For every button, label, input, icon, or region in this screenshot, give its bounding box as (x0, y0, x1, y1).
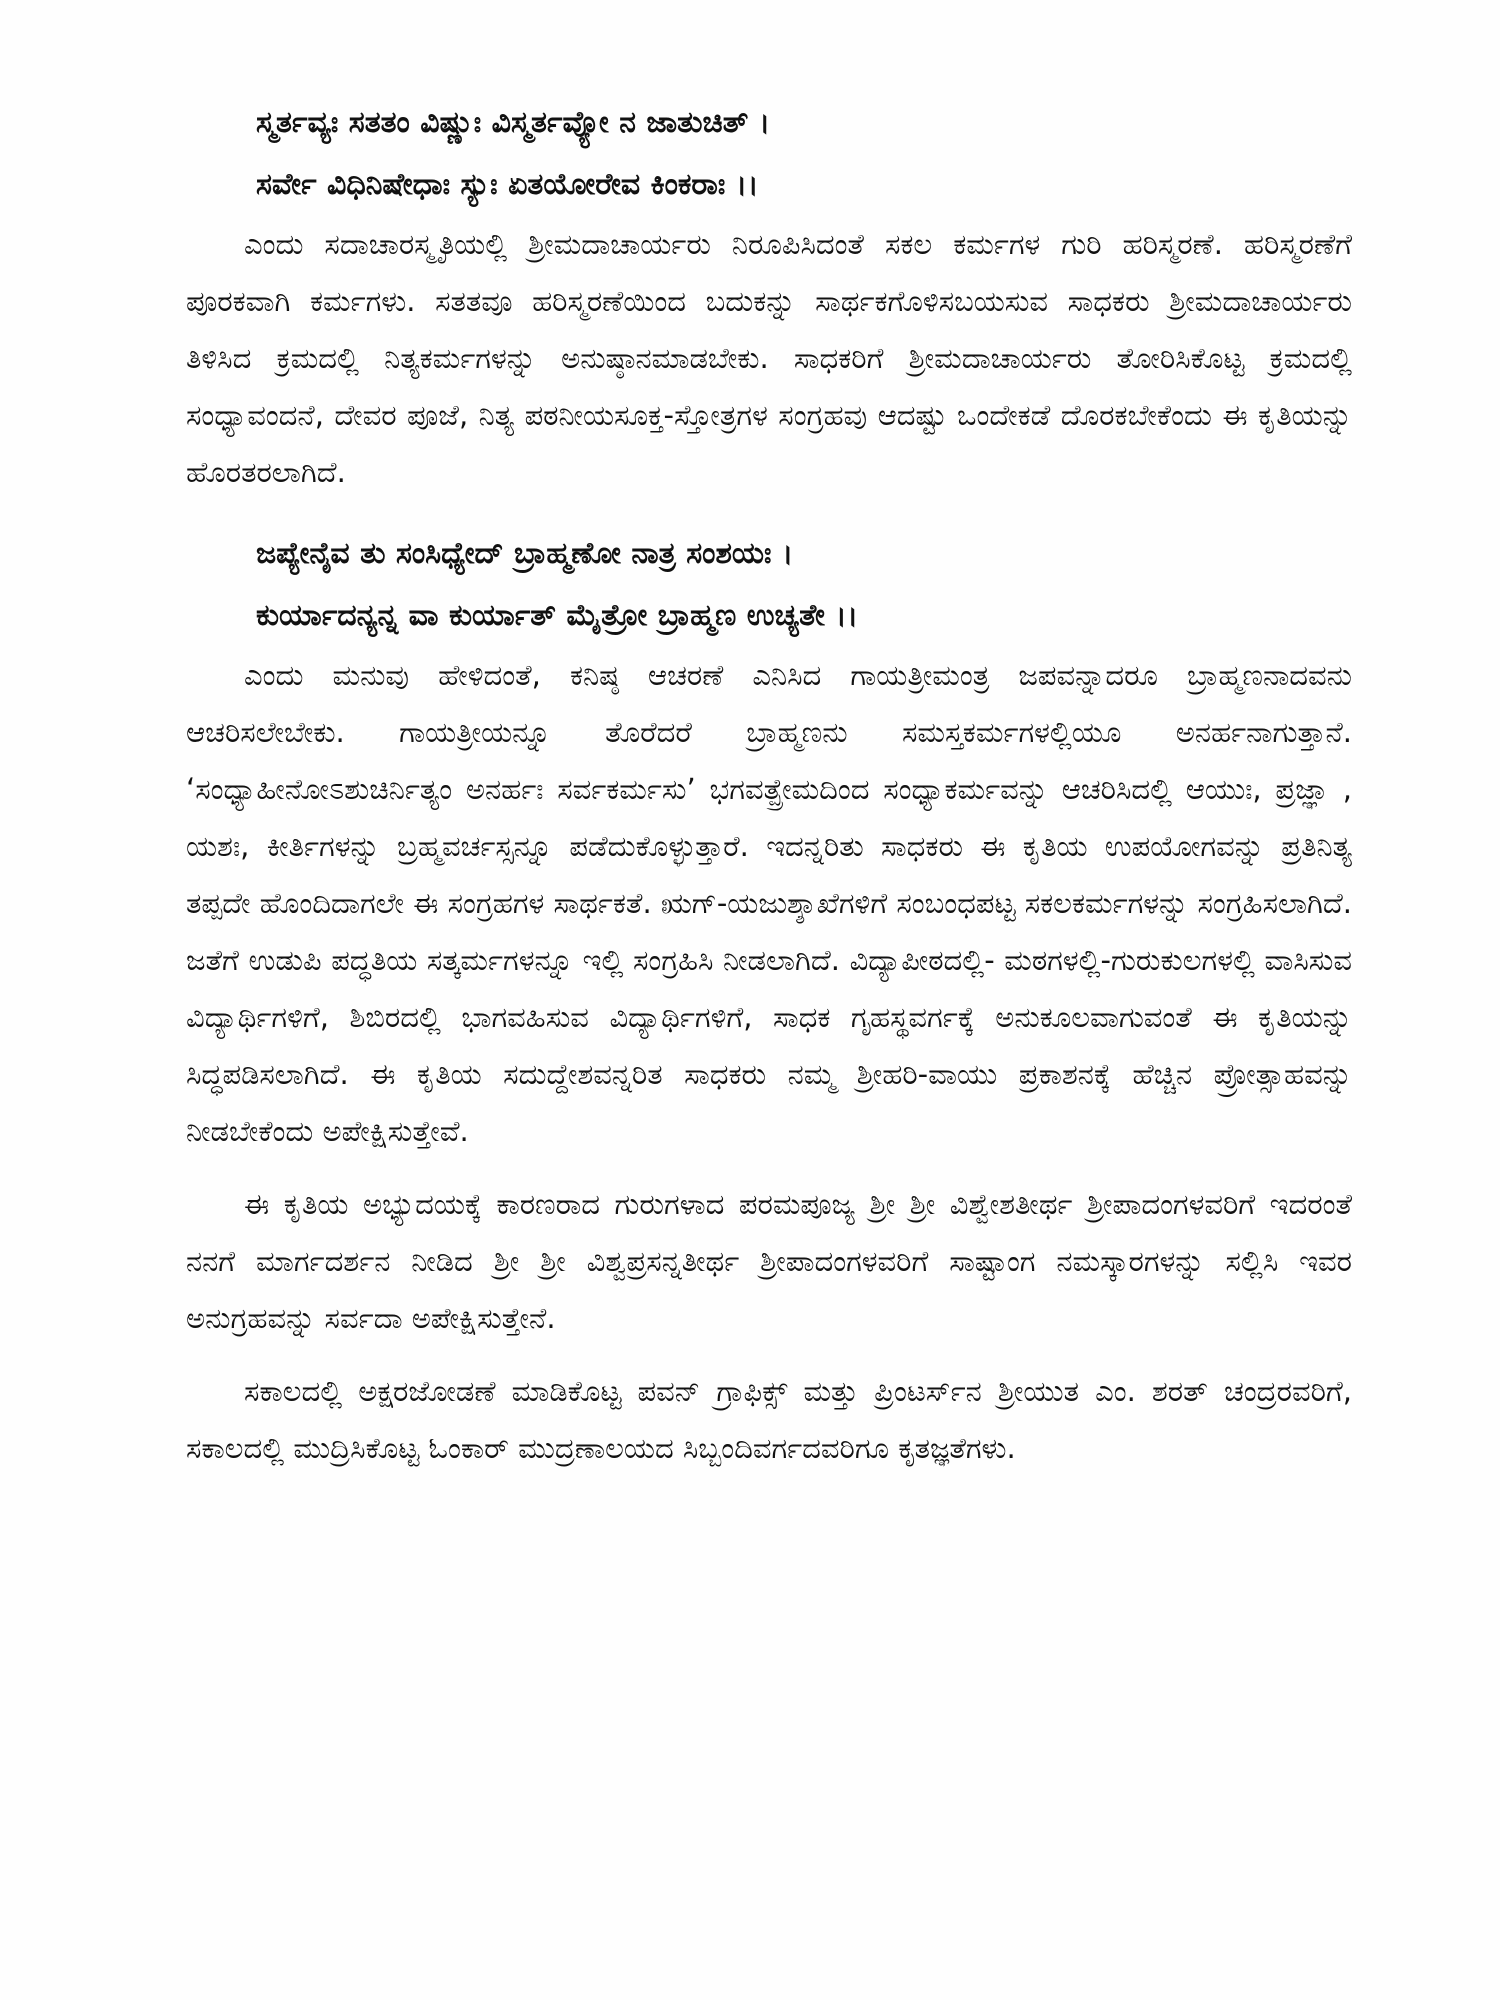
spacer (186, 1160, 1352, 1176)
paragraph-3: ಈ ಕೃತಿಯ ಅಭ್ಯುದಯಕ್ಕೆ ಕಾರಣರಾದ ಗುರುಗಳಾದ ಪರಮಪೂಜ್ಯ ಶ್ರೀ ಶ್ರೀ ವಿಶ್ವೇಶತೀರ್ಥ ಶ್ರೀಪಾದಂಗಳವರಿಗೆ ಇದರಂತೆ ನನಗೆ ಮಾರ್ಗದರ್ಶನ ನೀಡಿದ ಶ್ರೀ ಶ್ರೀ ವಿಶ್ವಪ್ರಸನ್ನತೀರ್ಥ ಶ್ರೀಪಾದಂಗಳವರಿಗೆ ಸಾಷ್ಟಾಂಗ ನಮಸ್ಕಾರಗಳನ್ನು ಸಲ್ಲಿಸಿ ಇವರ ಅನುಗ್ರಹವನ್ನು ಸರ್ವದಾ ಅಪೇಕ್ಷಿಸುತ್ತೇನೆ. (186, 1187, 1352, 1335)
verse-2-line-1: ಜಪ್ಯೇನೈವ ತು ಸಂಸಿಧ್ಯೇದ್ ಬ್ರಾಹ್ಮಣೋ ನಾತ್ರ ಸಂಶಯಃ । (256, 536, 794, 571)
verse-2-line-2: ಕುರ್ಯಾದನ್ಯನ್ನ ವಾ ಕುರ್ಯಾತ್ ಮೈತ್ರೋ ಬ್ರಾಹ್ಮಣ ಉಚ್ಯತೇ ।। (256, 598, 859, 633)
spacer (186, 1347, 1352, 1363)
text-column (186, 92, 1352, 1477)
verse-1-line-2: ಸರ್ವೇ ವಿಧಿನಿಷೇಧಾಃ ಸ್ಯುಃ ಏತಯೋರೇವ ಕಿಂಕರಾಃ ।। (256, 167, 759, 202)
paragraph-1: ಎಂದು ಸದಾಚಾರಸ್ಮೃತಿಯಲ್ಲಿ ಶ್ರೀಮದಾಚಾರ್ಯರು ನಿರೂಪಿಸಿದಂತೆ ಸಕಲ ಕರ್ಮಗಳ ಗುರಿ ಹರಿಸ್ಮರಣೆ. ಹರಿಸ್ಮರಣೆಗೆ ಪೂರಕವಾಗಿ ಕರ್ಮಗಳು. ಸತತವೂ ಹರಿಸ್ಮರಣೆಯಿಂದ ಬದುಕನ್ನು ಸಾರ್ಥಕಗೊಳಿಸಬಯಸುವ ಸಾಧಕರು ಶ್ರೀಮದಾಚಾರ್ಯರು ತಿಳಿಸಿದ ಕ್ರಮದಲ್ಲಿ ನಿತ್ಯಕರ್ಮಗಳನ್ನು ಅನುಷ್ಠಾನಮಾಡಬೇಕು. ಸಾಧಕರಿಗೆ ಶ್ರೀಮದಾಚಾರ್ಯರು ತೋರಿಸಿಕೊಟ್ಟ ಕ್ರಮದಲ್ಲಿ ಸಂಧ್ಯಾವಂದನೆ, ದೇವರ ಪೂಜೆ, ನಿತ್ಯ ಪಠನೀಯಸೂಕ್ತ-ಸ್ತೋತ್ರಗಳ ಸಂಗ್ರಹವು ಆದಷ್ಟು ಒಂದೇಕಡೆ ದೊರಕಬೇಕೆಂದು ಈ ಕೃತಿಯನ್ನು ಹೊರತರಲಾಗಿದೆ. (186, 227, 1352, 489)
spacer (186, 501, 1352, 523)
paragraph-2: ಎಂದು ಮನುವು ಹೇಳಿದಂತೆ, ಕನಿಷ್ಠ ಆಚರಣೆ ಎನಿಸಿದ ಗಾಯತ್ರೀಮಂತ್ರ ಜಪವನ್ನಾದರೂ ಬ್ರಾಹ್ಮಣನಾದವನು ಆಚರಿಸಲೇಬೇಕು. ಗಾಯತ್ರೀಯನ್ನೂ ತೊರೆದರೆ ಬ್ರಾಹ್ಮಣನು ಸಮಸ್ತಕರ್ಮಗಳಲ್ಲಿಯೂ ಅನರ್ಹನಾಗುತ್ತಾನೆ. ‘ಸಂಧ್ಯಾಹೀನೋಽಶುಚಿರ್ನಿತ್ಯಂ ಅನರ್ಹಃ ಸರ್ವಕರ್ಮಸು’ ಭಗವತ್ಪ್ರೇಮದಿಂದ ಸಂಧ್ಯಾಕರ್ಮವನ್ನು ಆಚರಿಸಿದಲ್ಲಿ ಆಯುಃ, ಪ್ರಜ್ಞಾ , ಯಶಃ, ಕೀರ್ತಿಗಳನ್ನು ಬ್ರಹ್ಮವರ್ಚಸ್ಸನ್ನೂ ಪಡೆದುಕೊಳ್ಳುತ್ತಾರೆ. ಇದನ್ನರಿತು ಸಾಧಕರು ಈ ಕೃತಿಯ ಉಪಯೋಗವನ್ನು ಪ್ರತಿನಿತ್ಯ ತಪ್ಪದೇ ಹೊಂದಿದಾಗಲೇ ಈ ಸಂಗ್ರಹಗಳ ಸಾರ್ಥಕತೆ. ಋಗ್-ಯಜುಶ್ಶಾಖೆಗಳಿಗೆ ಸಂಬಂಧಪಟ್ಟ ಸಕಲಕರ್ಮಗಳನ್ನು ಸಂಗ್ರಹಿಸಲಾಗಿದೆ. ಜತೆಗೆ ಉಡುಪಿ ಪದ್ಧತಿಯ ಸತ್ಕರ್ಮಗಳನ್ನೂ ಇಲ್ಲಿ ಸಂಗ್ರಹಿಸಿ ನೀಡಲಾಗಿದೆ. ವಿದ್ಯಾಪೀಠದಲ್ಲಿ- ಮಠಗಳಲ್ಲಿ-ಗುರುಕುಲಗಳಲ್ಲಿ ವಾಸಿಸುವ ವಿದ್ಯಾರ್ಥಿಗಳಿಗೆ, ಶಿಬಿರದಲ್ಲಿ ಭಾಗವಹಿಸುವ ವಿದ್ಯಾರ್ಥಿಗಳಿಗೆ, ಸಾಧಕ ಗೃಹಸ್ಥವರ್ಗಕ್ಕೆ ಅನುಕೂಲವಾಗುವಂತೆ ಈ ಕೃತಿಯನ್ನು ಸಿದ್ಧಪಡಿಸಲಾಗಿದೆ. ಈ ಕೃತಿಯ ಸದುದ್ದೇಶವನ್ನರಿತ ಸಾಧಕರು ನಮ್ಮ ಶ್ರೀಹರಿ-ವಾಯು ಪ್ರಕಾಶನಕ್ಕೆ ಹೆಚ್ಚಿನ ಪ್ರೋತ್ಸಾಹವನ್ನು ನೀಡಬೇಕೆಂದು ಅಪೇಕ್ಷಿಸುತ್ತೇವೆ. (186, 658, 1352, 1148)
verse-1-line-1: ಸ್ಮರ್ತವ್ಯಃ ಸತತಂ ವಿಷ್ಣುಃ ವಿಸ್ಮರ್ತವ್ಯೋ ನ ಜಾತುಚಿತ್ । (256, 105, 771, 140)
paragraph-4: ಸಕಾಲದಲ್ಲಿ ಅಕ್ಷರಜೋಡಣೆ ಮಾಡಿಕೊಟ್ಟ ಪವನ್ ಗ್ರಾಫಿಕ್ಸ್ ಮತ್ತು ಪ್ರಿಂಟರ್ಸ್‌ನ ಶ್ರೀಯುತ ಎಂ. ಶರತ್ ಚಂದ್ರರವರಿಗೆ, ಸಕಾಲದಲ್ಲಿ ಮುದ್ರಿಸಿಕೊಟ್ಟ ಓಂಕಾರ್ ಮುದ್ರಣಾಲಯದ ಸಿಬ್ಬಂದಿವರ್ಗದವರಿಗೂ ಕೃತಜ್ಞತೆಗಳು. (186, 1374, 1352, 1465)
